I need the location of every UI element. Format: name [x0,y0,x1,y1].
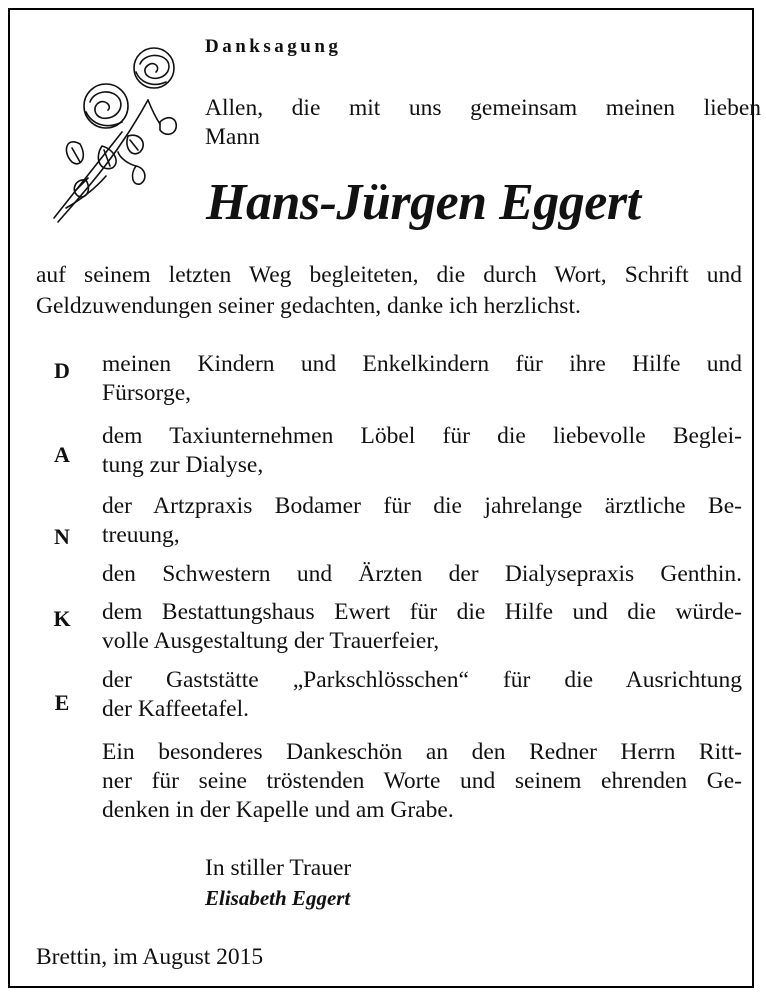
thanks-entry-line: der Artzpraxis Bodamer für die jahrelange ärztliche Be- [102,493,742,519]
thanks-entry-line: dem Bestattungshaus Ewert für die Hilfe und die würde- [102,599,742,625]
gratitude-paragraph [36,260,742,322]
special-thanks-line: Ein besonderes Dankeschön an den Redner Herrn Ritt- [102,739,742,765]
danke-letter-d: D [54,358,70,383]
thanks-entry-line: meinen Kindern und Enkelkindern für ihre Hilfe und [102,351,742,377]
special-thanks-paragraph [102,738,742,825]
thanks-entry-line: der Kaffeetafel. [102,696,249,722]
obituary-card [8,8,761,988]
deceased-name: Hans-Jürgen Eggert [206,174,641,231]
closing-phrase: In stiller Trauer [205,855,352,881]
special-thanks-line: ner für seine tröstenden Worte und seinem ehrenden Ge- [102,768,742,794]
gratitude-line-2: Geldzuwendungen seiner gedachten, danke ich herzlichst. [36,293,581,319]
special-thanks-line: denken in der Kapelle und am Grabe. [102,797,454,823]
thanks-entry-line: treuung, [102,522,180,548]
gratitude-line-1: auf seinem letzten Weg begleiteten, die durch Wort, Schrift und [36,262,742,288]
thanks-entry [102,598,742,656]
thanks-entry-line: der Gaststätte „Parkschlösschen“ für die Ausrichtung [102,667,742,693]
thanks-entry [102,350,742,408]
thanks-entry-line: Fürsorge, [102,380,191,406]
thanks-entry [102,560,742,589]
rose-icon [36,40,196,230]
danke-letter-n: N [54,524,70,549]
danke-letter-k: K [53,606,71,631]
thanks-entry-line: tung zur Dialyse, [102,452,264,478]
danke-letter-a: A [54,442,70,467]
intro-line-2: Mann [205,124,260,150]
thanks-entry [102,422,742,480]
thanks-entry-line: dem Taxiunternehmen Löbel für die liebevolle Beglei- [102,423,742,449]
heading: Danksagung [205,36,342,57]
signature-name: Elisabeth Eggert [205,886,351,910]
place-date: Brettin, im August 2015 [36,944,264,970]
danke-letter-e: E [54,690,70,715]
thanks-entry [102,666,742,724]
thanks-entry-line: volle Ausgestaltung der Trauerfeier, [102,628,440,654]
intro-line-1: Allen, die mit uns gemeinsam meinen lieben [205,95,761,121]
thanks-entry [102,492,742,550]
thanks-entry-line: den Schwestern und Ärzten der Dialysepraxis Genthin. [102,561,742,587]
